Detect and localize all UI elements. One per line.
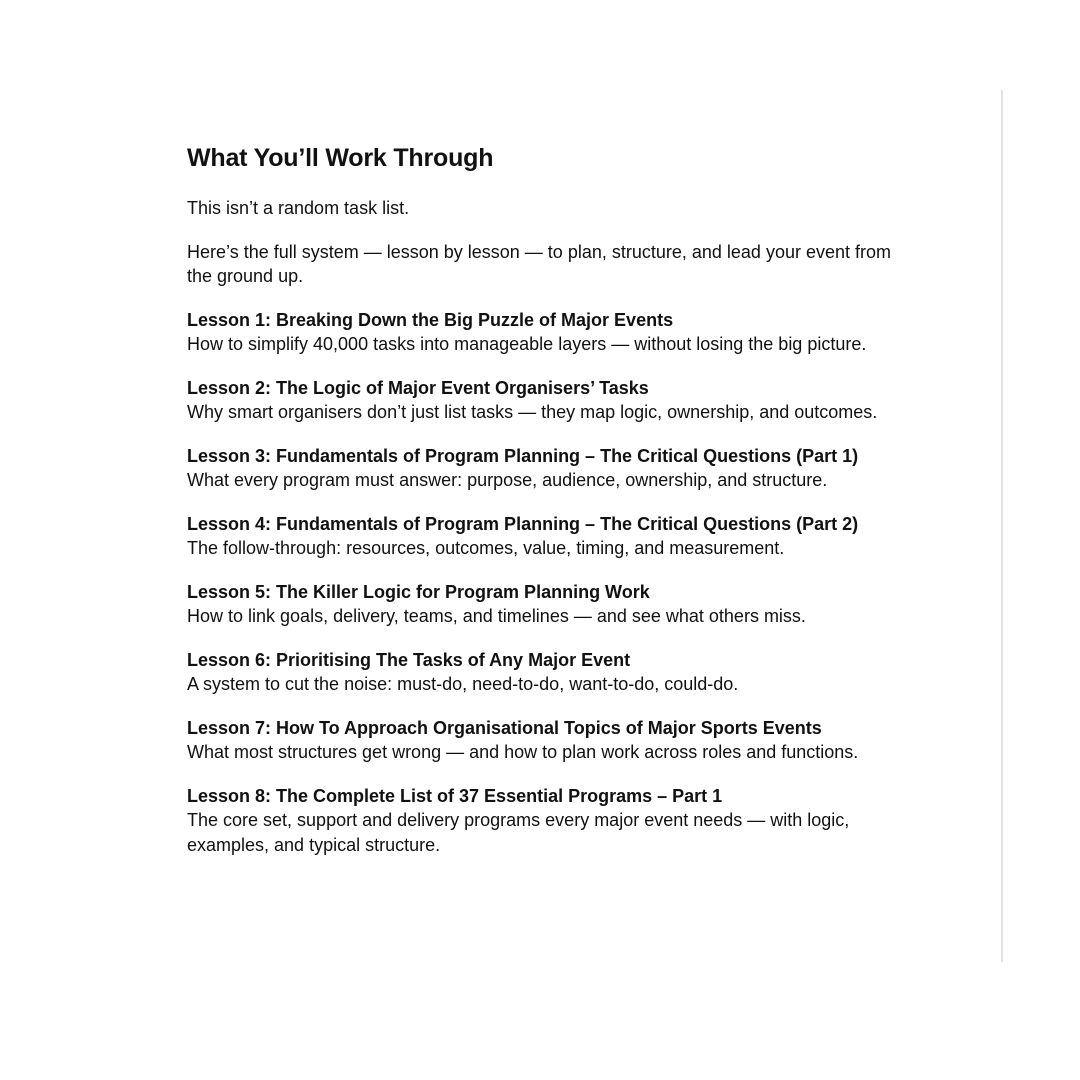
lesson-title: Lesson 1: Breaking Down the Big Puzzle of Major Events (187, 309, 674, 330)
page-edge-divider (1001, 90, 1003, 962)
lesson-title: Lesson 3: Fundamentals of Program Planning – The Critical Questions (Part 1) (187, 445, 859, 466)
section-heading: What You’ll Work Through (187, 144, 494, 172)
intro-paragraph: This isn’t a random task list. (187, 198, 410, 218)
lesson-item-8 (187, 784, 907, 858)
lesson-title: Lesson 2: The Logic of Major Event Organisers’ Tasks (187, 377, 649, 398)
lesson-item-6 (187, 648, 907, 697)
intro-paragraph: Here’s the full system — lesson by lesson — to plan, structure, and lead your event from the ground up. (187, 241, 891, 286)
lesson-list (187, 308, 907, 858)
lesson-title: Lesson 4: Fundamentals of Program Planning – The Critical Questions (Part 2) (187, 513, 859, 534)
lesson-description: The core set, support and delivery programs every major event needs — with logic, examples, and typical structure. (187, 810, 850, 855)
lesson-description: A system to cut the noise: must-do, need-to-do, want-to-do, could-do. (187, 674, 739, 694)
lesson-item-7 (187, 716, 907, 765)
lesson-description: The follow-through: resources, outcomes, value, timing, and measurement. (187, 538, 785, 558)
lesson-title: Lesson 6: Prioritising The Tasks of Any Major Event (187, 649, 631, 670)
lesson-item-2 (187, 376, 907, 425)
lesson-item-5 (187, 580, 907, 629)
lesson-title: Lesson 8: The Complete List of 37 Essential Programs – Part 1 (187, 785, 723, 806)
lesson-title: Lesson 7: How To Approach Organisational Topics of Major Sports Events (187, 717, 822, 738)
lesson-description: What every program must answer: purpose, audience, ownership, and structure. (187, 470, 828, 490)
lesson-item-1 (187, 308, 907, 357)
lesson-description: Why smart organisers don’t just list tasks — they map logic, ownership, and outcomes. (187, 402, 878, 422)
lesson-item-3 (187, 444, 907, 493)
lesson-title: Lesson 5: The Killer Logic for Program Planning Work (187, 581, 650, 602)
lesson-description: What most structures get wrong — and how to plan work across roles and functions. (187, 742, 859, 762)
lesson-description: How to simplify 40,000 tasks into manageable layers — without losing the big picture. (187, 334, 867, 354)
lesson-description: How to link goals, delivery, teams, and timelines — and see what others miss. (187, 606, 806, 626)
lesson-item-4 (187, 512, 907, 561)
document-body (187, 141, 907, 876)
